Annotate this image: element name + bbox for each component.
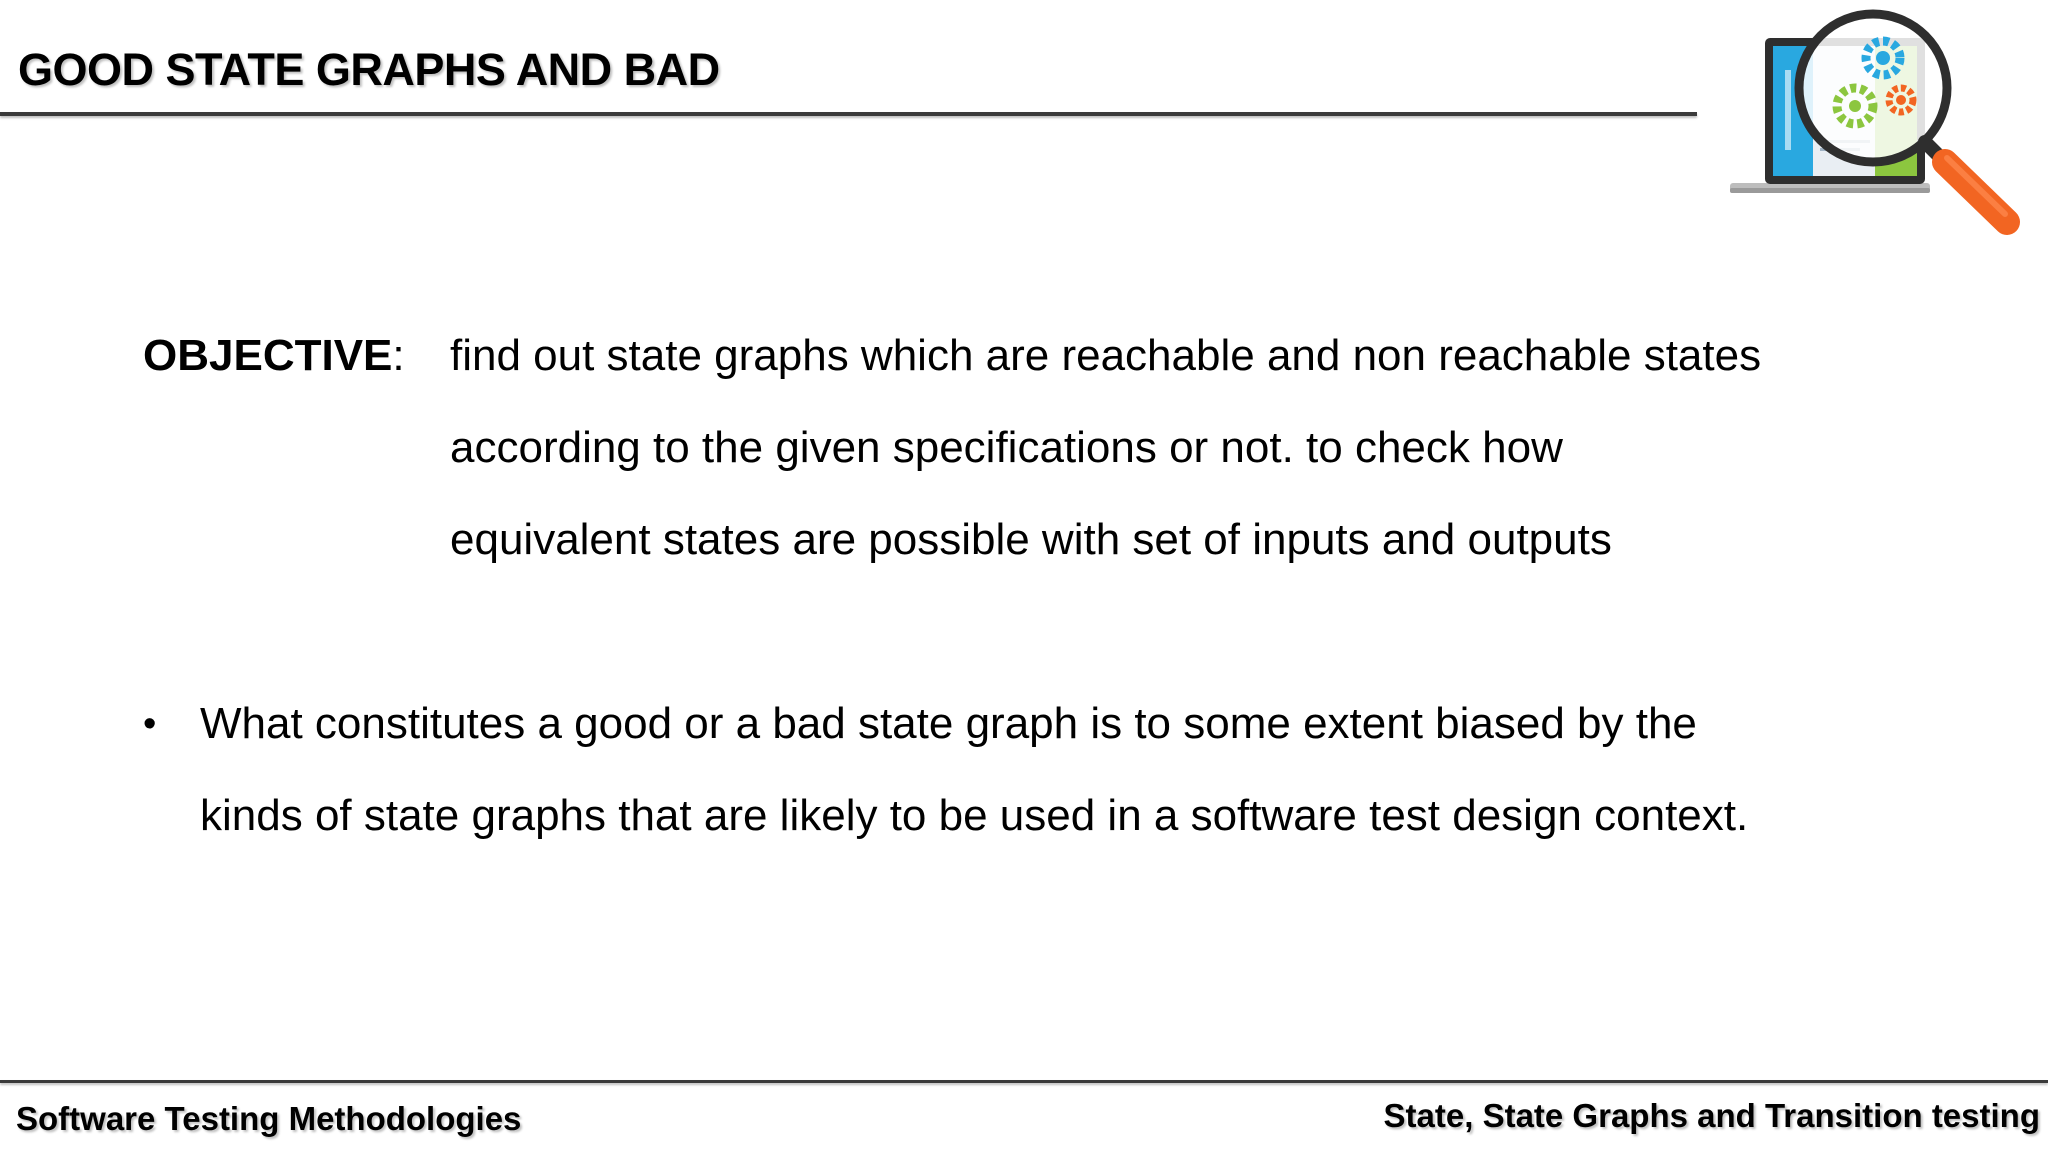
bullet-text: What constitutes a good or a bad state graph is to some extent biased by the kinds of state graphs that are likely to be used in a software test design context. [200, 699, 1749, 840]
objective-text: find out state graphs which are reachable and non reachable states according to the given specifications or not. to check how equivalent states are possible with set of inputs and outputs [450, 331, 1762, 564]
bullet-icon: • [143, 703, 157, 745]
footer-divider [0, 1080, 2048, 1083]
footer-topic-title: State, State Graphs and Transition testing [1383, 1097, 2040, 1134]
objective-colon: : [392, 331, 405, 380]
footer-course-title: Software Testing Methodologies [16, 1100, 522, 1137]
title-divider [0, 112, 1697, 116]
objective-label: OBJECTIVE [143, 331, 393, 380]
objective-block [143, 310, 1762, 564]
slide-title: GOOD STATE GRAPHS AND BAD [18, 44, 720, 95]
logo [1725, 0, 2025, 240]
laptop-magnifier-gears-icon [1725, 0, 2025, 240]
